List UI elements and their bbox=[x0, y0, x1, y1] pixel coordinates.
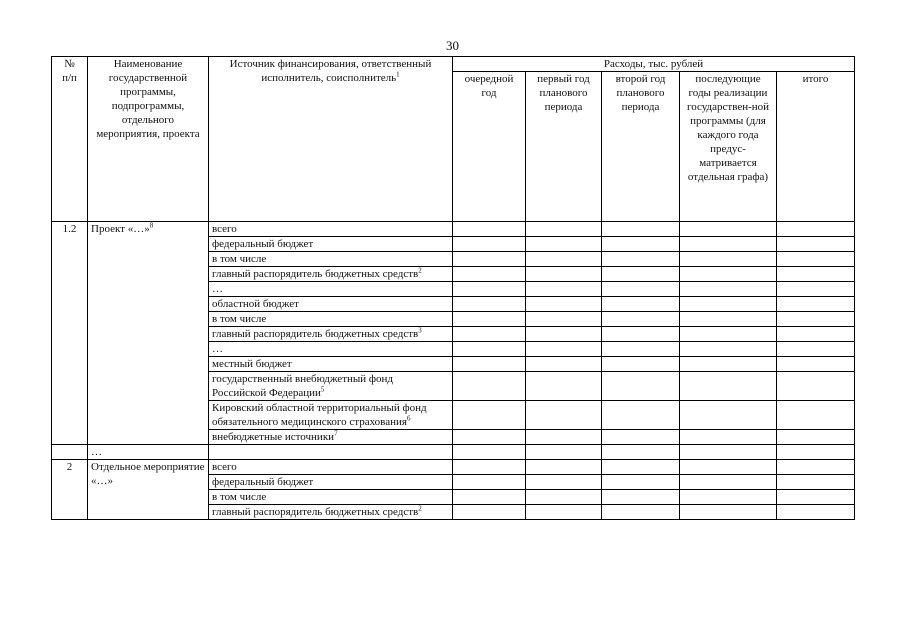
amount-cell bbox=[526, 237, 602, 252]
header-total: итого bbox=[777, 72, 855, 222]
footnote-mark: 8 bbox=[149, 221, 154, 230]
amount-cell bbox=[777, 505, 855, 520]
amount-cell bbox=[602, 505, 680, 520]
amount-cell bbox=[680, 312, 777, 327]
amount-cell bbox=[777, 237, 855, 252]
item-name bbox=[88, 460, 209, 520]
source-text: областной бюджет bbox=[212, 298, 299, 310]
amount-cell bbox=[526, 460, 602, 475]
source-cell bbox=[209, 237, 453, 252]
amount-cell bbox=[453, 267, 526, 282]
amount-cell bbox=[777, 267, 855, 282]
source-text: в том числе bbox=[212, 313, 267, 325]
amount-cell bbox=[680, 252, 777, 267]
amount-cell bbox=[777, 252, 855, 267]
amount-cell bbox=[777, 357, 855, 372]
source-cell bbox=[209, 297, 453, 312]
source-cell bbox=[209, 445, 453, 460]
amount-cell bbox=[777, 430, 855, 445]
amount-cell bbox=[526, 357, 602, 372]
amount-cell bbox=[680, 342, 777, 357]
amount-cell bbox=[602, 267, 680, 282]
header-first-plan-year: первый год планового периода bbox=[526, 72, 602, 222]
amount-cell bbox=[526, 430, 602, 445]
amount-cell bbox=[777, 372, 855, 401]
amount-cell bbox=[453, 357, 526, 372]
amount-cell bbox=[526, 342, 602, 357]
page-number: 30 bbox=[446, 38, 459, 53]
amount-cell bbox=[453, 445, 526, 460]
source-text: главный распорядитель бюджетных средств bbox=[212, 506, 419, 518]
source-cell bbox=[209, 430, 453, 445]
source-text: всего bbox=[212, 461, 237, 473]
source-text: в том числе bbox=[212, 491, 267, 503]
amount-cell bbox=[777, 460, 855, 475]
source-cell bbox=[209, 372, 453, 401]
amount-cell bbox=[680, 282, 777, 297]
amount-cell bbox=[526, 312, 602, 327]
amount-cell bbox=[526, 252, 602, 267]
amount-cell bbox=[680, 372, 777, 401]
amount-cell bbox=[777, 342, 855, 357]
amount-cell bbox=[453, 505, 526, 520]
amount-cell bbox=[526, 222, 602, 237]
amount-cell bbox=[453, 237, 526, 252]
amount-cell bbox=[453, 401, 526, 430]
row-number: 1.2 bbox=[52, 222, 88, 445]
amount-cell bbox=[526, 505, 602, 520]
amount-cell bbox=[680, 401, 777, 430]
item-name-text: Проект «…» bbox=[91, 223, 150, 235]
header-subsequent-years: последующие годы реализации государствен-ной программы (для каждого года предус-матривается отдельная графа) bbox=[680, 72, 777, 222]
amount-cell bbox=[602, 297, 680, 312]
amount-cell bbox=[680, 267, 777, 282]
source-cell bbox=[209, 475, 453, 490]
amount-cell bbox=[602, 282, 680, 297]
amount-cell bbox=[526, 401, 602, 430]
source-text: местный бюджет bbox=[212, 358, 292, 370]
header-current-year: очередной год bbox=[453, 72, 526, 222]
amount-cell bbox=[526, 282, 602, 297]
amount-cell bbox=[777, 327, 855, 342]
source-text: … bbox=[212, 283, 223, 295]
amount-cell bbox=[602, 222, 680, 237]
amount-cell bbox=[526, 445, 602, 460]
amount-cell bbox=[602, 312, 680, 327]
amount-cell bbox=[777, 475, 855, 490]
amount-cell bbox=[602, 342, 680, 357]
source-cell bbox=[209, 222, 453, 237]
source-cell bbox=[209, 460, 453, 475]
amount-cell bbox=[777, 401, 855, 430]
amount-cell bbox=[680, 445, 777, 460]
footnote-mark: 2 bbox=[418, 504, 422, 513]
amount-cell bbox=[602, 252, 680, 267]
amount-cell bbox=[526, 475, 602, 490]
amount-cell bbox=[777, 297, 855, 312]
header-source: Источник финансирования, ответственный исполнитель, соисполнитель$^1$ bbox=[209, 57, 453, 222]
source-text: Кировский областной территориальный фонд обязательного медицинского страхования bbox=[212, 402, 427, 428]
footnote-mark: 3 bbox=[418, 326, 422, 335]
amount-cell bbox=[602, 327, 680, 342]
row-number bbox=[52, 445, 88, 460]
header-name: Наименование государственной программы, подпрограммы, отдельного мероприятия, проекта bbox=[88, 57, 209, 222]
footnote-mark: 7 bbox=[334, 429, 338, 438]
amount-cell bbox=[453, 372, 526, 401]
item-name bbox=[88, 222, 209, 445]
amount-cell bbox=[526, 267, 602, 282]
amount-cell bbox=[602, 490, 680, 505]
amount-cell bbox=[526, 327, 602, 342]
amount-cell bbox=[453, 297, 526, 312]
source-text: внебюджетные источники bbox=[212, 431, 335, 443]
item-name: … bbox=[88, 445, 209, 460]
amount-cell bbox=[680, 460, 777, 475]
source-cell bbox=[209, 490, 453, 505]
source-text: в том числе bbox=[212, 253, 267, 265]
amount-cell bbox=[777, 490, 855, 505]
amount-cell bbox=[680, 357, 777, 372]
table-row bbox=[52, 460, 855, 475]
amount-cell bbox=[680, 222, 777, 237]
source-text: федеральный бюджет bbox=[212, 476, 314, 488]
amount-cell bbox=[602, 475, 680, 490]
item-name-text: Отдельное мероприятие «…» bbox=[91, 461, 205, 487]
source-text: главный распорядитель бюджетных средств bbox=[212, 268, 419, 280]
amount-cell bbox=[680, 475, 777, 490]
amount-cell bbox=[453, 460, 526, 475]
row-number: 2 bbox=[52, 460, 88, 520]
source-cell bbox=[209, 327, 453, 342]
table-row bbox=[52, 222, 855, 237]
amount-cell bbox=[777, 445, 855, 460]
amount-cell bbox=[453, 282, 526, 297]
ellipsis-row bbox=[52, 445, 855, 460]
amount-cell bbox=[526, 372, 602, 401]
expenses-table bbox=[51, 56, 855, 520]
source-text: федеральный бюджет bbox=[212, 238, 314, 250]
amount-cell bbox=[680, 237, 777, 252]
amount-cell bbox=[602, 430, 680, 445]
amount-cell bbox=[453, 252, 526, 267]
amount-cell bbox=[453, 312, 526, 327]
amount-cell bbox=[602, 357, 680, 372]
amount-cell bbox=[777, 222, 855, 237]
amount-cell bbox=[453, 222, 526, 237]
amount-cell bbox=[453, 490, 526, 505]
footnote-mark: 6 bbox=[406, 414, 411, 423]
amount-cell bbox=[680, 430, 777, 445]
source-text: всего bbox=[212, 223, 237, 235]
footnote-mark: 2 bbox=[418, 266, 422, 275]
amount-cell bbox=[602, 237, 680, 252]
amount-cell bbox=[453, 342, 526, 357]
source-cell bbox=[209, 312, 453, 327]
amount-cell bbox=[526, 490, 602, 505]
amount-cell bbox=[777, 312, 855, 327]
header-second-plan-year: второй год планового периода bbox=[602, 72, 680, 222]
footnote-mark: 5 bbox=[320, 385, 325, 394]
amount-cell bbox=[602, 401, 680, 430]
source-cell bbox=[209, 252, 453, 267]
amount-cell bbox=[680, 327, 777, 342]
amount-cell bbox=[602, 460, 680, 475]
source-cell bbox=[209, 267, 453, 282]
amount-cell bbox=[777, 282, 855, 297]
source-cell bbox=[209, 357, 453, 372]
source-cell bbox=[209, 282, 453, 297]
source-cell bbox=[209, 505, 453, 520]
amount-cell bbox=[453, 475, 526, 490]
amount-cell bbox=[680, 490, 777, 505]
amount-cell bbox=[602, 372, 680, 401]
amount-cell bbox=[602, 445, 680, 460]
header-expenses: Расходы, тыс. рублей bbox=[453, 57, 855, 72]
source-cell bbox=[209, 342, 453, 357]
source-text: … bbox=[212, 343, 223, 355]
source-text: главный распорядитель бюджетных средств bbox=[212, 328, 419, 340]
amount-cell bbox=[453, 327, 526, 342]
amount-cell bbox=[680, 505, 777, 520]
header-num: № п/п bbox=[52, 57, 88, 222]
source-cell bbox=[209, 401, 453, 430]
amount-cell bbox=[453, 430, 526, 445]
amount-cell bbox=[680, 297, 777, 312]
source-text: государственный внебюджетный фонд Российской Федерации bbox=[212, 373, 394, 399]
amount-cell bbox=[526, 297, 602, 312]
